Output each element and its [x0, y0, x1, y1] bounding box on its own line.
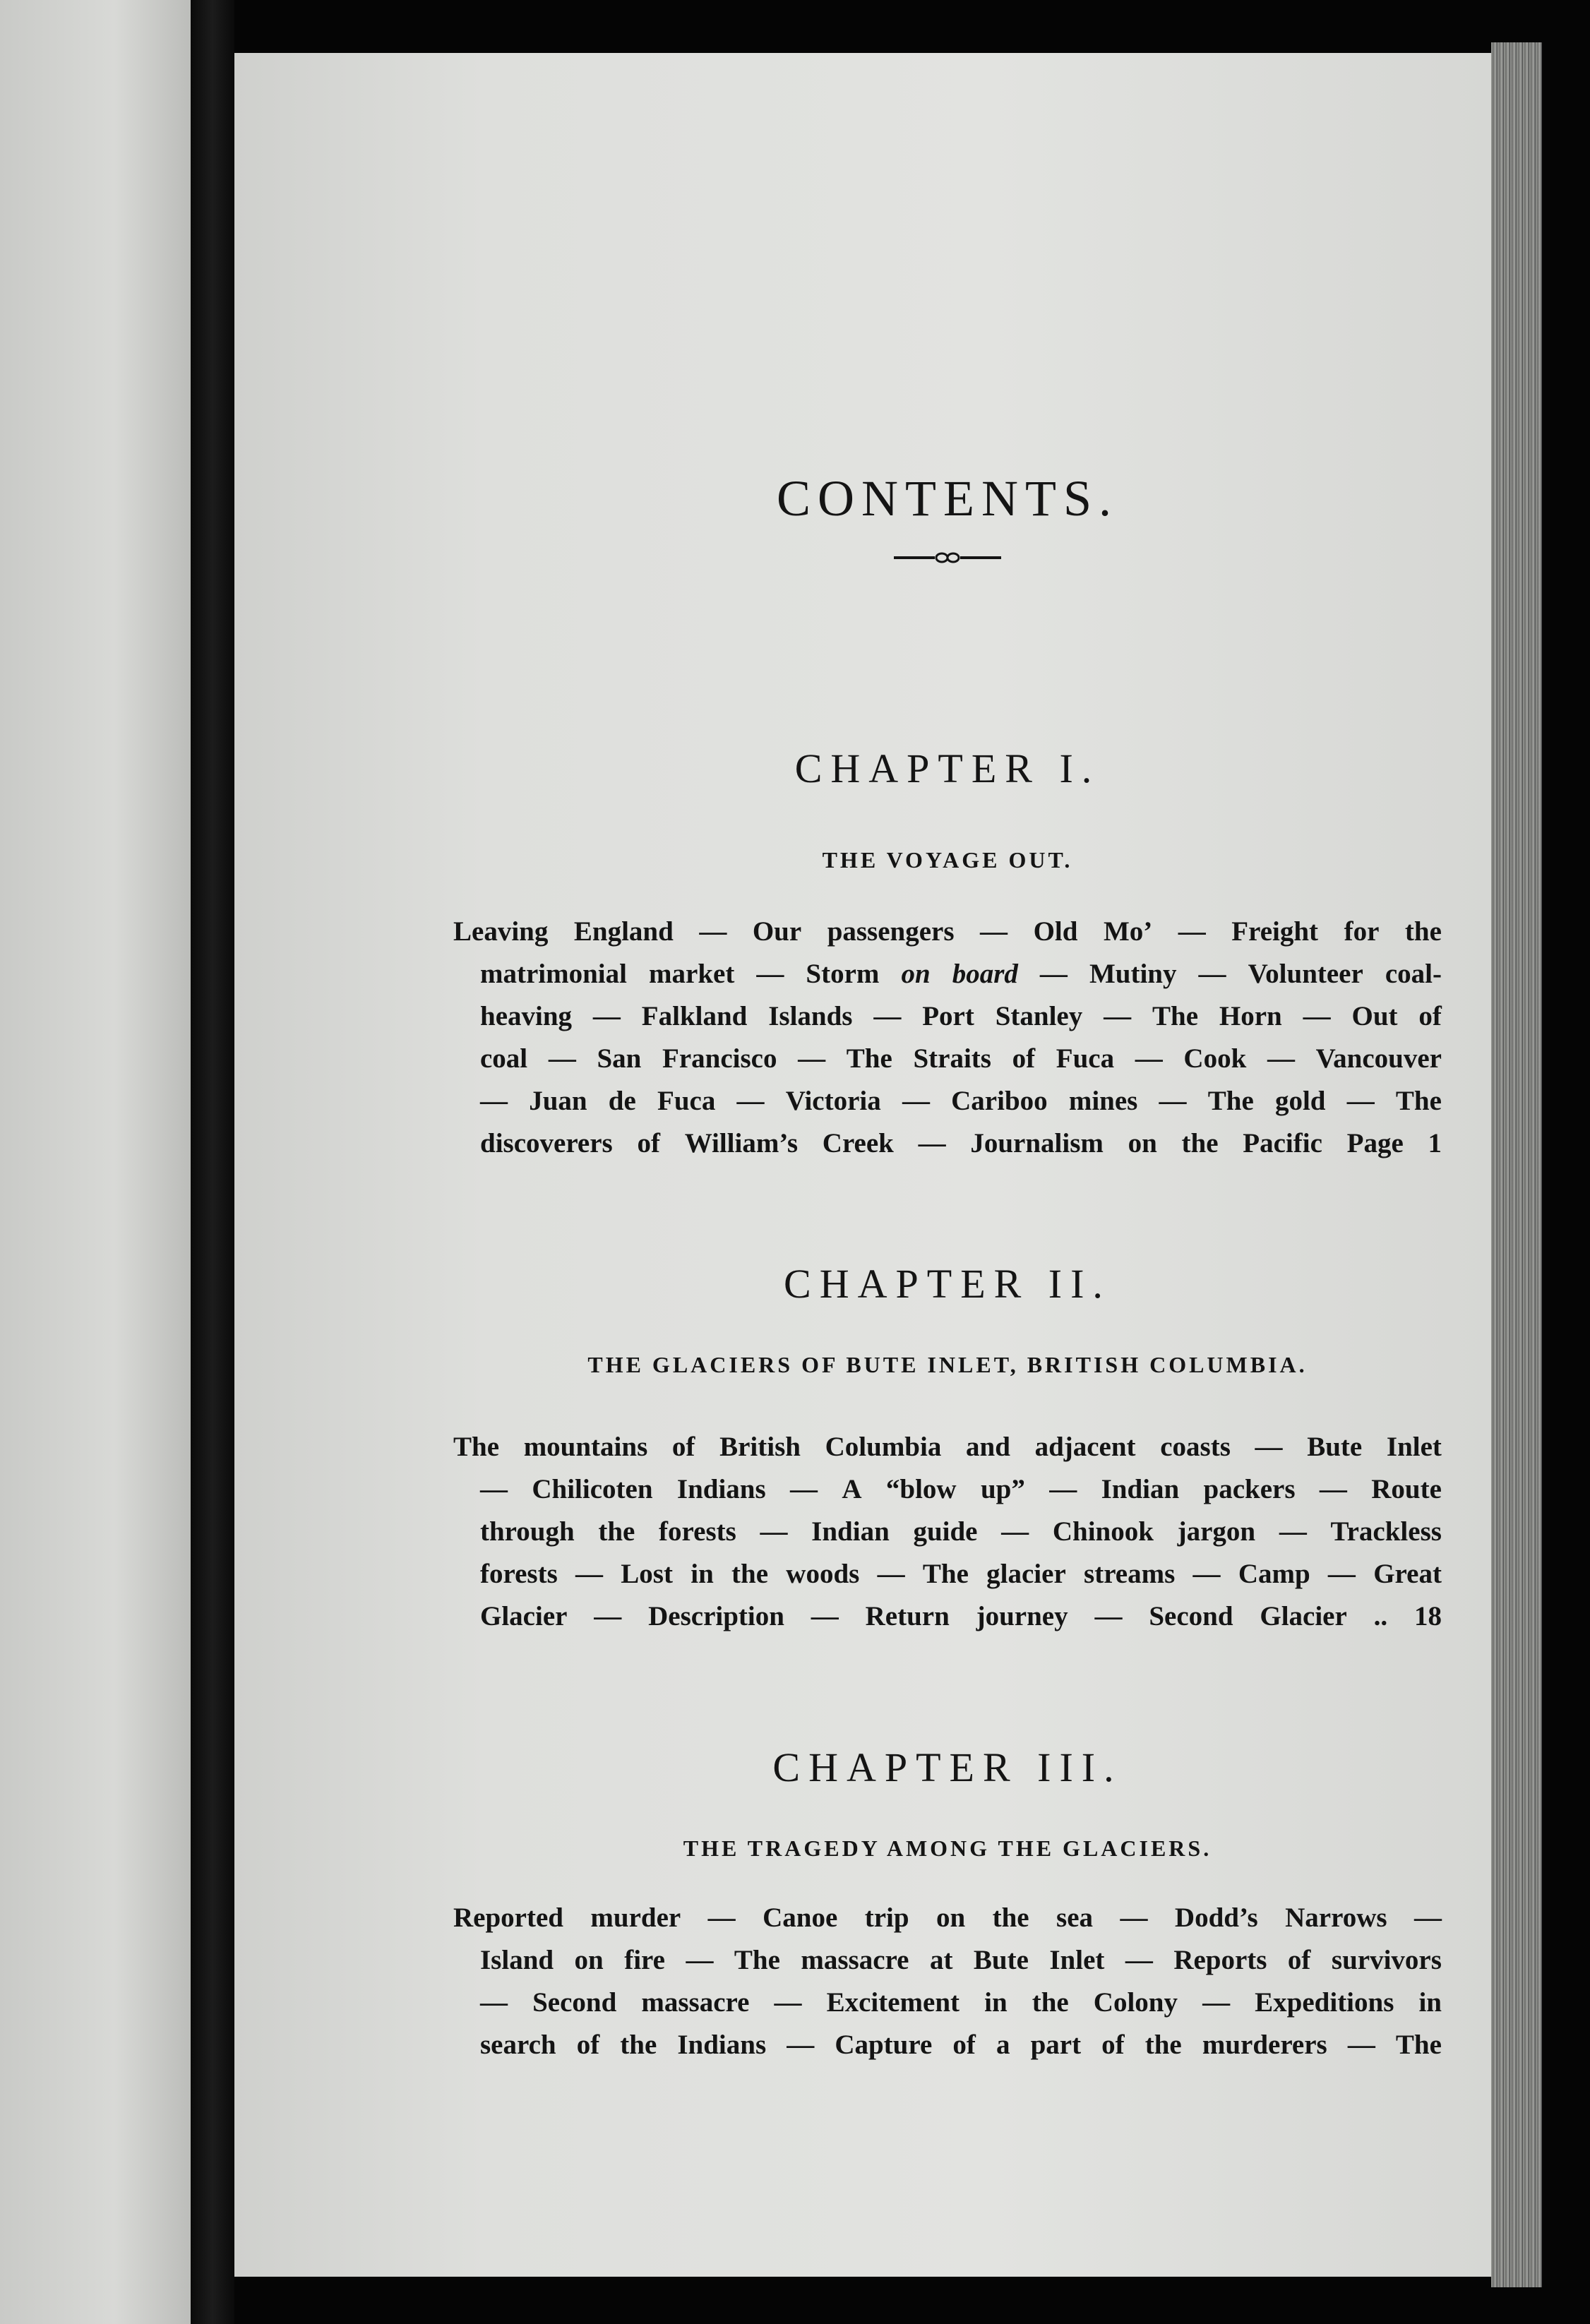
summary-word: forests: [659, 1516, 736, 1547]
summary-word: —: [1327, 1559, 1356, 1589]
summary-word: the: [992, 1903, 1029, 1933]
summary-word: at: [929, 1945, 953, 1975]
summary-word: Indian: [811, 1516, 890, 1547]
summary-word: through: [480, 1516, 575, 1547]
summary-word: massacre: [801, 1945, 909, 1975]
summary-word: the: [620, 2030, 657, 2060]
summary-word: Inlet: [1386, 1432, 1442, 1462]
summary-word: —: [1202, 1987, 1231, 2018]
summary-word: —: [1347, 2030, 1375, 2060]
summary-word: Indians: [677, 2030, 767, 2060]
summary-word: —: [774, 1987, 802, 2018]
summary-word: Horn: [1219, 1001, 1282, 1031]
summary-word: Volunteer: [1248, 959, 1363, 989]
summary-word: the: [598, 1516, 635, 1547]
summary-word: —: [760, 1516, 788, 1547]
summary-word: mines: [1068, 1086, 1138, 1116]
contents-title: CONTENTS.: [777, 470, 1118, 527]
summary-word: Route: [1371, 1474, 1442, 1504]
summary-word: on: [574, 1945, 604, 1975]
summary-word: journey: [976, 1601, 1068, 1631]
summary-word: —: [480, 1987, 508, 2018]
summary-word: Straits: [913, 1043, 991, 1074]
summary-word: —: [1267, 1043, 1295, 1074]
contents-page: [234, 53, 1491, 2277]
chapter-2-subtitle: THE GLACIERS OF BUTE INLET, BRITISH COLUMBIA.: [587, 1352, 1308, 1377]
summary-word: —: [480, 1474, 508, 1504]
summary-word: mountains: [523, 1432, 648, 1462]
summary-line: [453, 1595, 1442, 1638]
summary-word: murder: [590, 1903, 681, 1933]
summary-word: —: [1120, 1903, 1148, 1933]
summary-line: [453, 1939, 1442, 1982]
summary-word: Chilicoten: [532, 1474, 653, 1504]
summary-word: gold: [1274, 1086, 1326, 1116]
summary-line: [453, 1511, 1442, 1553]
summary-word: up”: [980, 1474, 1025, 1504]
summary-word: Capture: [835, 2030, 933, 2060]
summary-word: —: [1001, 1516, 1029, 1547]
summary-word: Page: [1346, 1128, 1404, 1158]
summary-word: Leaving: [453, 916, 549, 947]
summary-word: —: [873, 1001, 902, 1031]
summary-word: —: [1346, 1086, 1375, 1116]
chapter-1-heading: CHAPTER I.: [794, 745, 1101, 791]
summary-word: Indians: [676, 1474, 766, 1504]
summary-word: Islands: [768, 1001, 853, 1031]
summary-word: The: [846, 1043, 892, 1074]
summary-word: Freight: [1231, 916, 1319, 947]
summary-word: Falkland: [641, 1001, 748, 1031]
chapter-2-summary: [453, 1426, 1442, 1638]
summary-line: [453, 1468, 1442, 1511]
summary-word: in: [691, 1559, 714, 1589]
summary-line: [453, 953, 1442, 995]
summary-word: passengers: [827, 916, 955, 947]
summary-word: Excitement: [826, 1987, 960, 2018]
summary-word: part: [1030, 2030, 1082, 2060]
summary-word: glacier: [986, 1559, 1066, 1589]
summary-word: Description: [648, 1601, 784, 1631]
summary-word: Inlet: [1049, 1945, 1105, 1975]
summary-word: market: [649, 959, 735, 989]
summary-word: —: [1198, 959, 1226, 989]
summary-word: Colony: [1093, 1987, 1178, 2018]
summary-word: of: [637, 1128, 660, 1158]
chapter-3-subtitle: THE TRAGEDY AMONG THE GLACIERS.: [683, 1835, 1212, 1861]
summary-word: matrimonial: [480, 959, 627, 989]
summary-word: coasts: [1160, 1432, 1231, 1462]
summary-word: —: [1104, 1001, 1132, 1031]
summary-word: Second: [532, 1987, 617, 2018]
summary-word: British: [719, 1432, 801, 1462]
summary-word: in: [1418, 1987, 1442, 2018]
summary-word: Cook: [1183, 1043, 1247, 1074]
summary-word: Bute: [973, 1945, 1029, 1975]
summary-word: “blow: [885, 1474, 957, 1504]
summary-word: Victoria: [785, 1086, 881, 1116]
summary-word: for: [1344, 916, 1380, 947]
summary-line: [453, 1426, 1442, 1468]
summary-word: coal: [480, 1043, 528, 1074]
summary-word: —: [1413, 1903, 1442, 1933]
summary-word: Return: [865, 1601, 950, 1631]
summary-word: coal-: [1385, 959, 1442, 989]
summary-line: [453, 1897, 1442, 1939]
summary-word: —: [1303, 1001, 1331, 1031]
summary-word: the: [731, 1559, 769, 1589]
summary-word: —: [594, 1601, 622, 1631]
summary-word: —: [1178, 916, 1206, 947]
summary-word: Mo’: [1103, 916, 1153, 947]
summary-word: The: [734, 1945, 780, 1975]
summary-word: The: [1152, 1001, 1199, 1031]
summary-word: Dodd’s: [1174, 1903, 1258, 1933]
chapter-1-subtitle: THE VOYAGE OUT.: [822, 847, 1073, 873]
summary-word: —: [787, 2030, 815, 2060]
summary-word: —: [1255, 1432, 1283, 1462]
summary-word: —: [918, 1128, 946, 1158]
summary-word: guide: [913, 1516, 978, 1547]
summary-word: of: [1287, 1945, 1311, 1975]
facing-page-left: [0, 0, 191, 2324]
summary-word: Cariboo: [951, 1086, 1048, 1116]
summary-word: Francisco: [662, 1043, 777, 1074]
summary-word: —: [575, 1559, 604, 1589]
summary-word: England: [573, 916, 674, 947]
summary-word: of: [952, 2030, 976, 2060]
page-edges: [1491, 42, 1542, 2287]
summary-word: Chinook: [1052, 1516, 1154, 1547]
summary-word: Camp: [1238, 1559, 1310, 1589]
summary-word: —: [699, 916, 727, 947]
summary-word: —: [736, 1086, 765, 1116]
summary-word: Reports: [1173, 1945, 1267, 1975]
summary-word: the: [1404, 916, 1442, 947]
chapter-3-heading: CHAPTER III.: [772, 1744, 1123, 1790]
summary-word: of: [671, 1432, 695, 1462]
summary-word: survivors: [1331, 1945, 1442, 1975]
summary-word: The: [1207, 1086, 1254, 1116]
summary-word: —: [1135, 1043, 1163, 1074]
summary-word: Lost: [621, 1559, 673, 1589]
summary-word: —: [1094, 1601, 1123, 1631]
summary-word: Journalism: [970, 1128, 1104, 1158]
summary-word: —: [790, 1474, 818, 1504]
summary-word: —: [756, 959, 784, 989]
summary-word: fire: [624, 1945, 665, 1975]
summary-word: of: [1101, 2030, 1125, 2060]
summary-word: Narrows: [1285, 1903, 1387, 1933]
summary-word: —: [1279, 1516, 1307, 1547]
summary-word: —: [1049, 1474, 1077, 1504]
summary-word: Stanley: [995, 1001, 1083, 1031]
summary-word: murderers: [1202, 2030, 1327, 2060]
summary-word: Glacier: [1260, 1601, 1347, 1631]
summary-word: the: [1032, 1987, 1069, 2018]
summary-word: Vancouver: [1315, 1043, 1442, 1074]
summary-word: trip: [864, 1903, 909, 1933]
summary-word: the: [1181, 1128, 1219, 1158]
summary-line: [453, 1122, 1442, 1165]
summary-word: in: [984, 1987, 1008, 2018]
summary-word: de: [608, 1086, 636, 1116]
summary-word: Out: [1351, 1001, 1398, 1031]
summary-word: Great: [1373, 1559, 1442, 1589]
summary-word: —: [980, 916, 1008, 947]
summary-word: streams: [1084, 1559, 1176, 1589]
summary-word: —: [592, 1001, 621, 1031]
summary-word: —: [480, 1086, 508, 1116]
summary-word: —: [1319, 1474, 1347, 1504]
summary-word: San: [597, 1043, 642, 1074]
summary-word: jargon: [1177, 1516, 1256, 1547]
summary-word: —: [707, 1903, 736, 1933]
chapter-1-summary: [453, 911, 1442, 1165]
summary-word: Our: [752, 916, 802, 947]
summary-word: William’s: [684, 1128, 799, 1158]
summary-word: board: [952, 959, 1018, 989]
summary-word: The: [922, 1559, 969, 1589]
summary-word: Old: [1033, 916, 1078, 947]
summary-word: Reported: [453, 1903, 563, 1933]
summary-word: —: [1192, 1559, 1221, 1589]
summary-word: Mutiny: [1089, 959, 1177, 989]
summary-word: Trackless: [1330, 1516, 1442, 1547]
summary-word: and: [966, 1432, 1010, 1462]
summary-word: 1: [1428, 1128, 1442, 1158]
summary-word: the: [1144, 2030, 1182, 2060]
summary-word: A: [842, 1474, 862, 1504]
summary-word: —: [798, 1043, 826, 1074]
summary-word: massacre: [641, 1987, 750, 2018]
summary-word: packers: [1203, 1474, 1296, 1504]
summary-word: —: [1159, 1086, 1187, 1116]
summary-word: Canoe: [763, 1903, 838, 1933]
summary-word: Fuca: [1056, 1043, 1115, 1074]
summary-word: —: [1125, 1945, 1153, 1975]
summary-word: ..: [1373, 1601, 1388, 1631]
chapter-2-heading: CHAPTER II.: [784, 1261, 1111, 1307]
summary-word: The: [1395, 1086, 1442, 1116]
summary-word: Island: [480, 1945, 554, 1975]
summary-word: —: [877, 1559, 905, 1589]
summary-word: Port: [922, 1001, 974, 1031]
scan-border-right: [1542, 0, 1590, 2324]
chapter-3-summary: [453, 1897, 1442, 2066]
summary-word: adjacent: [1034, 1432, 1136, 1462]
summary-word: woods: [786, 1559, 860, 1589]
summary-word: The: [1395, 2030, 1442, 2060]
summary-word: The: [453, 1432, 500, 1462]
summary-word: Second: [1149, 1601, 1233, 1631]
summary-word: discoverers: [480, 1128, 613, 1158]
summary-word: 18: [1413, 1601, 1442, 1631]
ornamental-rule-icon: [891, 547, 1004, 568]
summary-line: [453, 1982, 1442, 2024]
summary-word: of: [576, 2030, 600, 2060]
summary-word: of: [1012, 1043, 1036, 1074]
summary-word: heaving: [480, 1001, 573, 1031]
summary-line: [453, 2024, 1442, 2066]
summary-word: Expeditions: [1255, 1987, 1394, 2018]
summary-word: of: [1418, 1001, 1442, 1031]
summary-word: on: [901, 959, 931, 989]
summary-word: on: [1128, 1128, 1157, 1158]
summary-word: —: [548, 1043, 576, 1074]
summary-word: —: [1039, 959, 1068, 989]
summary-word: —: [811, 1601, 839, 1631]
summary-word: forests: [480, 1559, 558, 1589]
summary-word: Fuca: [657, 1086, 716, 1116]
summary-line: [453, 1080, 1442, 1122]
summary-word: Columbia: [825, 1432, 942, 1462]
summary-word: Bute: [1307, 1432, 1363, 1462]
summary-word: sea: [1056, 1903, 1094, 1933]
summary-line: [453, 911, 1442, 953]
summary-word: on: [936, 1903, 966, 1933]
summary-word: search: [480, 2030, 556, 2060]
summary-line: [453, 1553, 1442, 1595]
summary-word: —: [902, 1086, 930, 1116]
summary-word: Creek: [822, 1128, 894, 1158]
summary-line: [453, 995, 1442, 1038]
summary-word: Glacier: [480, 1601, 568, 1631]
summary-word: Storm: [806, 959, 880, 989]
summary-word: a: [996, 2030, 1010, 2060]
summary-word: Indian: [1101, 1474, 1180, 1504]
page-content: [453, 53, 1442, 2277]
book-gutter: [191, 0, 234, 2324]
summary-word: Pacific: [1243, 1128, 1322, 1158]
summary-line: [453, 1038, 1442, 1080]
summary-word: Juan: [529, 1086, 587, 1116]
summary-word: —: [686, 1945, 714, 1975]
